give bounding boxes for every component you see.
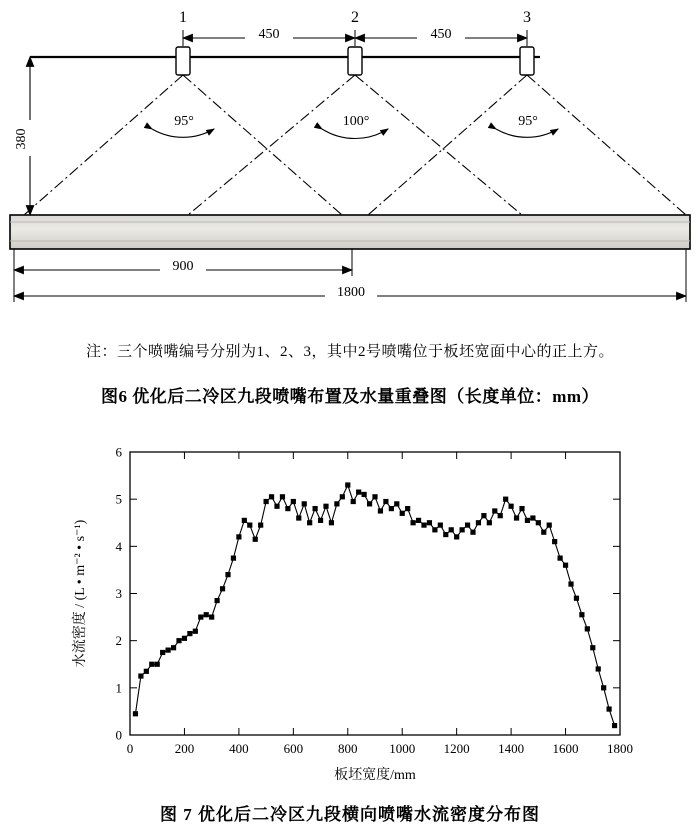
spacing-value-2: 450: [430, 27, 452, 42]
data-point: [454, 534, 459, 539]
angle-arc-1: [152, 129, 214, 137]
slab: [10, 215, 690, 249]
data-point: [356, 489, 361, 494]
data-point: [411, 520, 416, 525]
width-value-1800: 1800: [337, 285, 365, 300]
data-point: [481, 513, 486, 518]
data-point: [432, 527, 437, 532]
y-tick-label: 2: [115, 633, 122, 649]
data-point: [492, 508, 497, 513]
figure6-svg: [0, 0, 700, 320]
data-point: [340, 494, 345, 499]
data-point: [552, 539, 557, 544]
data-point: [607, 706, 612, 711]
data-point: [389, 506, 394, 511]
data-point: [318, 518, 323, 523]
data-point: [149, 662, 154, 667]
nozzle-label-2: 2: [351, 9, 359, 26]
data-point: [166, 648, 171, 653]
data-point: [362, 492, 367, 497]
figure7-chart: [0, 430, 700, 790]
data-point: [536, 520, 541, 525]
nozzle-1: [176, 47, 190, 75]
angle-value-2: 100°: [342, 114, 370, 129]
data-point: [541, 530, 546, 535]
data-point: [519, 506, 524, 511]
data-point: [509, 504, 514, 509]
data-point: [258, 523, 263, 528]
x-tick-label: 1800: [607, 741, 633, 756]
data-point: [383, 499, 388, 504]
angle-arc-2: [322, 129, 388, 139]
data-point: [378, 508, 383, 513]
data-point: [470, 530, 475, 535]
y-tick-label: 5: [115, 491, 122, 507]
data-point: [296, 515, 301, 520]
data-point: [291, 499, 296, 504]
data-point: [498, 513, 503, 518]
data-point: [394, 501, 399, 506]
data-point: [514, 515, 519, 520]
figure6-diagram: [0, 0, 700, 320]
x-tick-label: 1200: [443, 741, 470, 756]
angle-value-3: 95°: [518, 114, 538, 129]
width-value-900: 900: [172, 259, 194, 274]
data-point: [416, 518, 421, 523]
data-point: [405, 506, 410, 511]
data-point: [525, 518, 530, 523]
x-tick-label: 1000: [389, 741, 416, 756]
data-point: [176, 638, 181, 643]
y-tick-label: 4: [115, 538, 122, 554]
data-point: [574, 596, 579, 601]
figure6-note: 注：三个喷嘴编号分别为1、2、3，其中2号喷嘴位于板坯宽面中心的正上方。: [85, 344, 614, 360]
data-point: [563, 563, 568, 568]
data-point: [215, 598, 220, 603]
data-point: [155, 662, 160, 667]
data-point: [334, 501, 339, 506]
data-point: [264, 499, 269, 504]
data-point: [601, 685, 606, 690]
data-point: [253, 537, 258, 542]
data-point: [427, 520, 432, 525]
data-point: [225, 572, 230, 577]
data-point: [204, 612, 209, 617]
x-tick-label: 1600: [552, 741, 579, 756]
data-point: [231, 556, 236, 561]
x-tick-label: 200: [174, 741, 195, 756]
data-point: [160, 650, 165, 655]
y-tick-label: 3: [115, 586, 122, 601]
spacing-value-1: 450: [258, 27, 280, 42]
x-tick-label: 0: [126, 741, 134, 756]
data-point: [220, 586, 225, 591]
data-point: [568, 581, 573, 586]
data-point: [313, 506, 318, 511]
data-point: [171, 645, 176, 650]
data-point: [236, 534, 241, 539]
data-point: [247, 523, 252, 528]
data-point: [367, 501, 372, 506]
data-point: [487, 520, 492, 525]
data-point: [307, 520, 312, 525]
data-point: [182, 636, 187, 641]
height-value: 380: [14, 128, 29, 150]
data-point: [547, 523, 552, 528]
nozzle-3: [520, 47, 534, 75]
data-point: [476, 520, 481, 525]
x-tick-label: 400: [229, 741, 249, 756]
data-point: [274, 504, 279, 509]
spray-cones: [24, 75, 686, 215]
data-point: [443, 532, 448, 537]
data-point: [372, 494, 377, 499]
data-point: [351, 499, 356, 504]
data-point: [558, 556, 563, 561]
data-point: [400, 511, 405, 516]
data-point: [345, 482, 350, 487]
data-point: [138, 673, 143, 678]
angle-arc-3: [496, 129, 558, 137]
data-point: [242, 518, 247, 523]
figure7-caption: 图 7 优化后二冷区九段横向喷嘴水流密度分布图: [160, 805, 540, 824]
y-axis-title: 水流密度 / (L • m⁻² • s⁻¹): [73, 519, 88, 668]
data-point: [144, 669, 149, 674]
data-line: [135, 485, 614, 726]
x-tick-label: 1400: [498, 741, 525, 756]
nozzle-label-1: 1: [179, 9, 187, 26]
nozzle-2: [348, 47, 362, 75]
data-point: [285, 506, 290, 511]
data-point: [280, 494, 285, 499]
data-point: [421, 523, 426, 528]
data-point: [269, 494, 274, 499]
data-point: [579, 612, 584, 617]
data-point: [596, 666, 601, 671]
data-point: [209, 614, 214, 619]
data-point: [590, 645, 595, 650]
figure6-caption: 图6 优化后二冷区九段喷嘴布置及水量重叠图（长度单位：mm）: [100, 387, 600, 406]
data-point: [187, 631, 192, 636]
data-point: [323, 504, 328, 509]
data-point: [193, 629, 198, 634]
y-tick-label: 1: [115, 680, 122, 696]
data-point: [438, 523, 443, 528]
figure7-svg: [0, 430, 700, 790]
nozzle-label-3: 3: [523, 9, 531, 26]
x-axis-title: 板坯宽度/mm: [334, 768, 416, 783]
x-tick-label: 600: [283, 741, 304, 756]
data-point: [465, 523, 470, 528]
data-point: [329, 520, 334, 525]
angle-value-1: 95°: [174, 114, 194, 129]
data-point: [302, 501, 307, 506]
data-point: [503, 497, 508, 502]
data-point: [612, 723, 617, 728]
y-tick-label: 0: [115, 727, 122, 743]
data-point: [460, 527, 465, 532]
y-tick-label: 6: [115, 444, 122, 460]
data-point: [133, 711, 138, 716]
data-point: [530, 515, 535, 520]
data-point: [585, 626, 590, 631]
data-point: [449, 527, 454, 532]
x-tick-label: 800: [338, 741, 358, 756]
data-point: [198, 614, 203, 619]
